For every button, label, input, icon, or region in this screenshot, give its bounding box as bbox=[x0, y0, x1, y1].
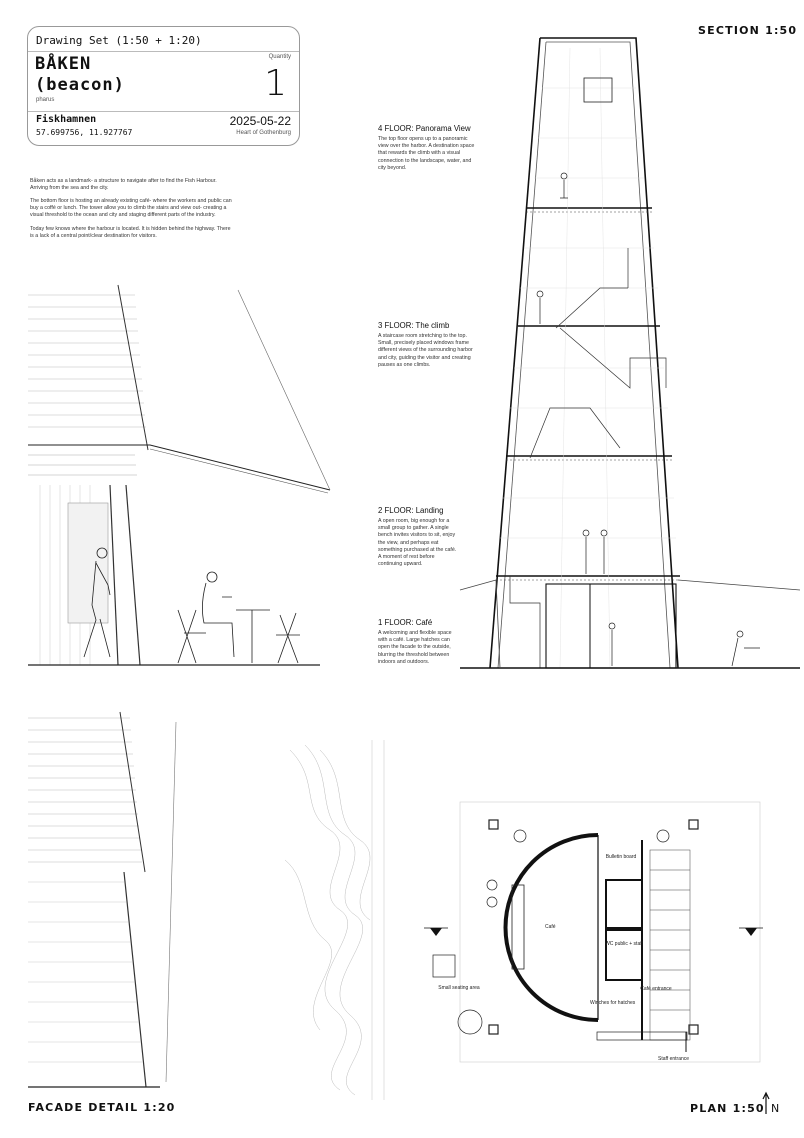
floor-2-text: A open room, big enough for a small group to gather. A single bench invites visitors to sit, enjoy the view, and perhaps eat something purchased at the café. A moment of rest before continuing upward. bbox=[378, 518, 457, 568]
floor-1-block bbox=[378, 618, 456, 666]
intro-paragraph-1: Båken acts as a landmark- a structure to navigate after to find the Fish Harbour. Arriving from the sea and the city. bbox=[30, 178, 217, 192]
floor-4-text: The top floor opens up to a panoramic view over the harbor. A destination space that rewards the climb with a visual connection to the landscape, water, and city beyond. bbox=[378, 136, 475, 171]
floor-4-block bbox=[378, 124, 478, 172]
plan-label-seating: Small seating area bbox=[438, 985, 480, 991]
intro-paragraph-2: The bottom floor is hosting an already existing café- where the workers and public can buy a coffé or lunch. The tower allow you to climb the stairs and view out- creating a visual threshold to the ocean and city and staging different parts of the industry. bbox=[30, 198, 232, 219]
plan-label-winches: Winches for hatches bbox=[590, 1000, 636, 1006]
floor-3-title: 3 FLOOR: The climb bbox=[378, 321, 450, 330]
plan-label-staff-entrance: Staff entrance bbox=[658, 1056, 690, 1062]
facade-heading: FACADE DETAIL 1:20 bbox=[28, 1101, 176, 1114]
intro-paragraph-3: Today few knows where the harbour is located. It is hidden behind the highway. There is a lack of a central point/clear destination for visitors. bbox=[30, 226, 231, 240]
floor-1-title: 1 FLOOR: Café bbox=[378, 618, 433, 627]
plan-label-cafe-entrance: Café entrance bbox=[640, 986, 672, 992]
floor-3-text: A staircase room stretching to the top. Small, precisely placed windows frame different views of the surrounding harbor and city, guiding the visitor and creating pauses as one climbs. bbox=[378, 333, 473, 368]
drawing-date: 2025-05-22 bbox=[229, 114, 291, 128]
floor-3-block bbox=[378, 321, 474, 369]
plan-drawing bbox=[280, 740, 785, 1100]
section-heading: SECTION 1:50 bbox=[698, 24, 798, 37]
plan-label-wc: WC public + staff bbox=[605, 941, 643, 947]
title-card bbox=[27, 26, 300, 146]
tower-section-drawing bbox=[460, 28, 800, 678]
floor-2-title: 2 FLOOR: Landing bbox=[378, 506, 444, 515]
floor-4-title: 4 FLOOR: Panorama View bbox=[378, 124, 471, 133]
latin-name: pharus bbox=[36, 97, 55, 103]
north-label: N bbox=[771, 1102, 781, 1115]
facade-cafe-drawing bbox=[0, 285, 360, 675]
plan-label-cafe: Café bbox=[545, 924, 556, 930]
coordinates: 57.699756, 11.927767 bbox=[36, 128, 133, 137]
region-name: Heart of Gothenburg bbox=[236, 130, 291, 136]
plan-heading: PLAN 1:50 bbox=[690, 1102, 765, 1115]
plan-label-bulletin: Bulletin board bbox=[605, 854, 637, 860]
quantity-value: 1 bbox=[264, 63, 287, 104]
floor-2-block bbox=[378, 506, 458, 568]
project-name: BÅKEN bbox=[35, 54, 92, 74]
project-name-translation: (beacon) bbox=[35, 75, 125, 95]
quantity-label: Quantity bbox=[268, 54, 291, 60]
facade-detail-drawing bbox=[0, 712, 190, 1097]
drawing-set-label: Drawing Set (1:50 + 1:20) bbox=[36, 34, 202, 47]
location-name: Fiskhamnen bbox=[36, 114, 97, 125]
floor-1-text: A welcoming and flexible space with a café. Large hatches can open the facade to the outside, blurring the threshold between indoors and outdoors. bbox=[378, 630, 452, 665]
